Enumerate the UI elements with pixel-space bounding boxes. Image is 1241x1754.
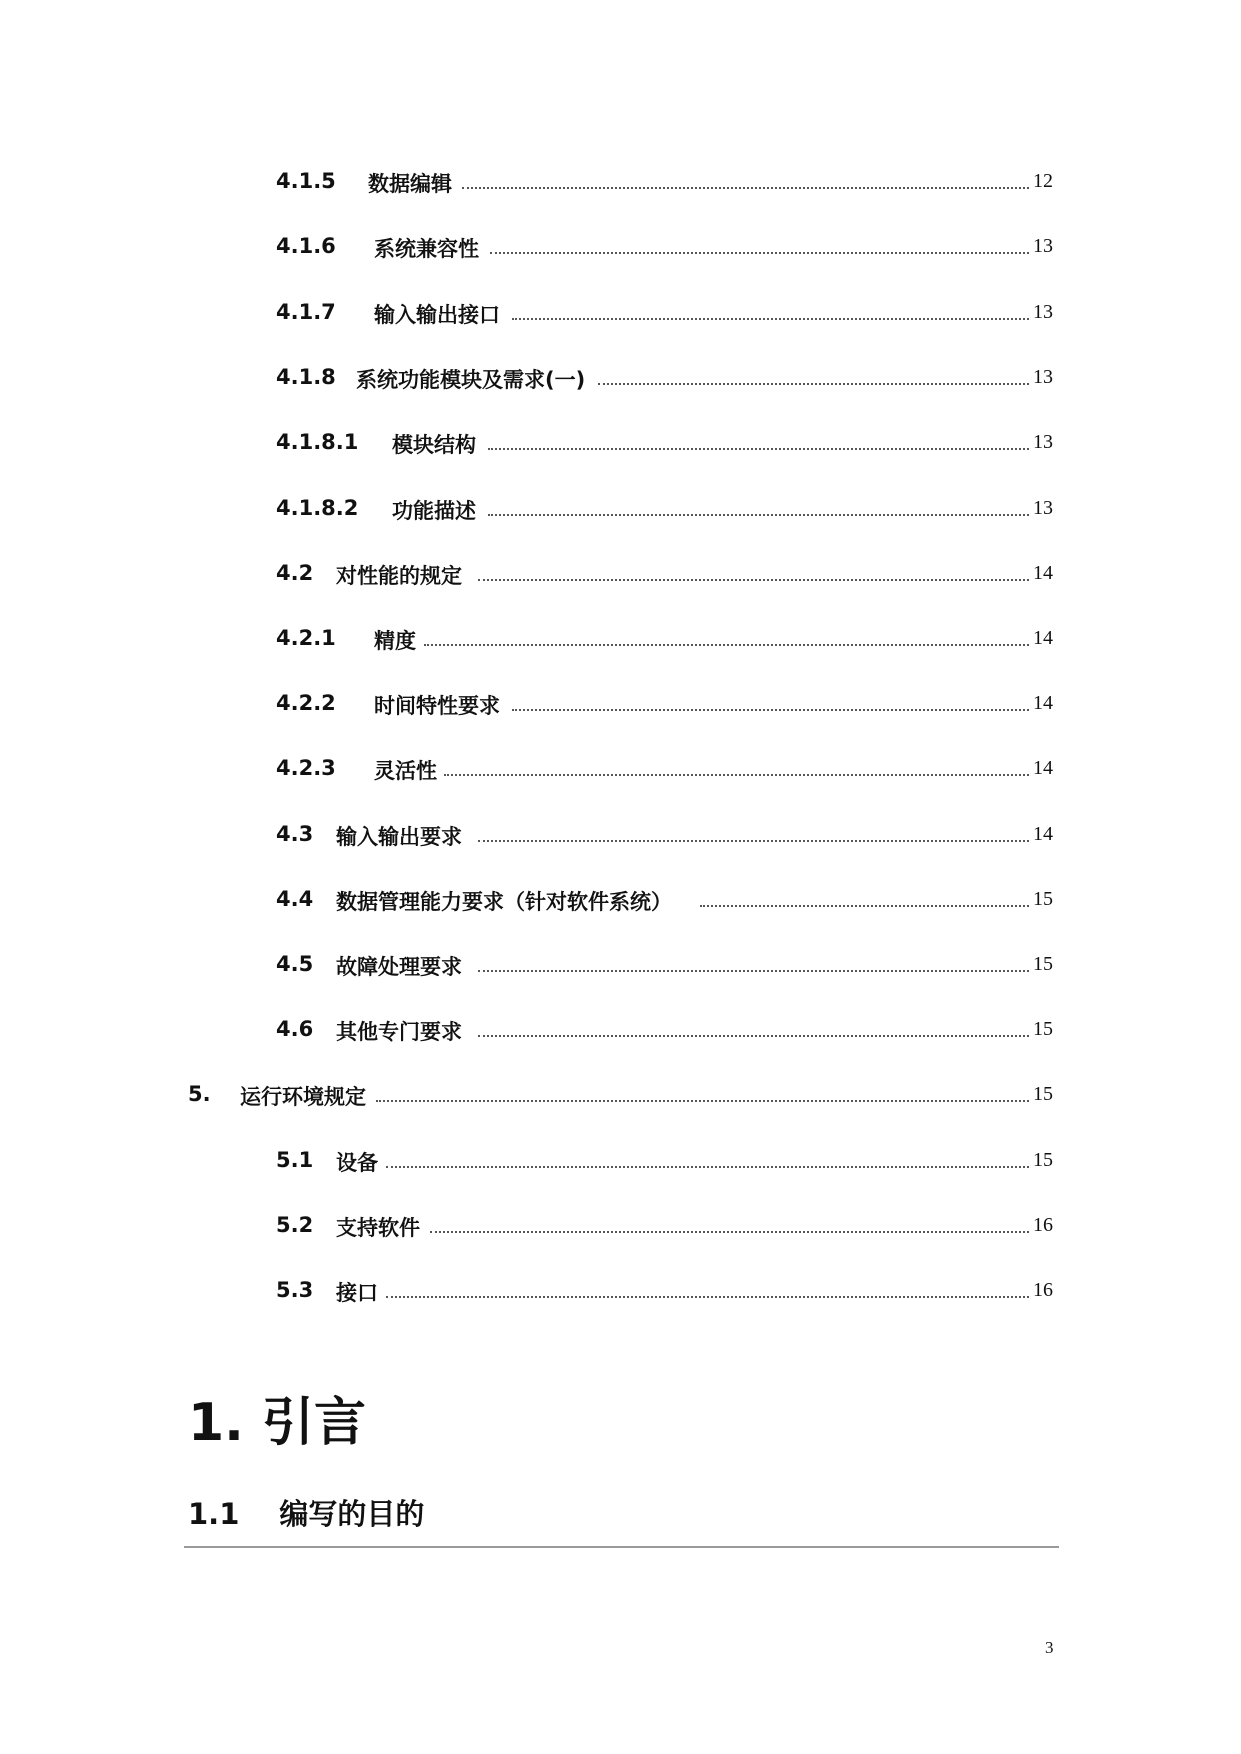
toc-entry-number: 4.1.6 bbox=[276, 234, 336, 258]
toc-entry-title: 故障处理要求 bbox=[336, 955, 462, 979]
toc-entry-title: 输入输出要求 bbox=[336, 825, 462, 849]
toc-entry-4-5[interactable] bbox=[0, 946, 1241, 982]
toc-entry-number: 5.1 bbox=[276, 1148, 314, 1172]
toc-leader-dots bbox=[478, 840, 1029, 842]
toc-leader-dots bbox=[490, 252, 1029, 254]
toc-entry-5-1[interactable] bbox=[0, 1142, 1241, 1178]
toc-entry-page: 16 bbox=[1033, 1214, 1053, 1236]
toc-leader-dots bbox=[478, 579, 1029, 581]
toc-entry-page: 15 bbox=[1033, 1018, 1053, 1040]
toc-entry-4-6[interactable] bbox=[0, 1011, 1241, 1047]
toc-leader-dots bbox=[424, 644, 1029, 646]
toc-entry-4-4[interactable] bbox=[0, 881, 1241, 917]
toc-entry-number: 4.6 bbox=[276, 1017, 314, 1041]
toc-entry-number: 4.4 bbox=[276, 887, 314, 911]
section-heading-number: 1.1 bbox=[188, 1497, 240, 1531]
toc-entry-page: 16 bbox=[1033, 1279, 1053, 1301]
toc-entry-4-1-6[interactable] bbox=[0, 228, 1241, 264]
toc-entry-4-1-8[interactable] bbox=[0, 359, 1241, 395]
toc-entry-page: 14 bbox=[1033, 627, 1053, 649]
toc-entry-title: 运行环境规定 bbox=[240, 1085, 366, 1109]
toc-entry-number: 4.1.8.1 bbox=[276, 430, 359, 454]
chapter-heading: 1. 引言 bbox=[188, 1393, 367, 1453]
toc-leader-dots bbox=[598, 383, 1029, 385]
toc-entry-5-3[interactable] bbox=[0, 1272, 1241, 1308]
toc-leader-dots bbox=[512, 709, 1029, 711]
toc-entry-4-2-3[interactable] bbox=[0, 750, 1241, 786]
toc-leader-dots bbox=[488, 448, 1029, 450]
toc-entry-page: 14 bbox=[1033, 692, 1053, 714]
toc-entry-number: 4.1.5 bbox=[276, 169, 336, 193]
toc-entry-page: 14 bbox=[1033, 757, 1053, 779]
toc-entry-number: 4.2 bbox=[276, 561, 314, 585]
toc-entry-title: 系统兼容性 bbox=[374, 237, 479, 261]
toc-entry-4-1-5[interactable] bbox=[0, 163, 1241, 199]
toc-entry-4-2-1[interactable] bbox=[0, 620, 1241, 656]
toc-entry-page: 15 bbox=[1033, 953, 1053, 975]
toc-entry-4-2-2[interactable] bbox=[0, 685, 1241, 721]
toc-entry-page: 14 bbox=[1033, 823, 1053, 845]
toc-entry-title: 功能描述 bbox=[392, 499, 476, 523]
toc-entry-4-3[interactable] bbox=[0, 816, 1241, 852]
toc-entry-5-2[interactable] bbox=[0, 1207, 1241, 1243]
toc-entry-title: 设备 bbox=[336, 1151, 378, 1175]
toc-entry-title: 对性能的规定 bbox=[336, 564, 462, 588]
toc-entry-4-1-7[interactable] bbox=[0, 294, 1241, 330]
toc-entry-number: 5.3 bbox=[276, 1278, 314, 1302]
toc-entry-4-1-8-2[interactable] bbox=[0, 490, 1241, 526]
toc-entry-page: 15 bbox=[1033, 1149, 1053, 1171]
toc-entry-number: 4.5 bbox=[276, 952, 314, 976]
toc-entry-page: 13 bbox=[1033, 431, 1053, 453]
toc-entry-number: 4.1.7 bbox=[276, 300, 336, 324]
toc-entry-title: 灵活性 bbox=[374, 759, 437, 783]
toc-leader-dots bbox=[386, 1166, 1029, 1168]
toc-entry-number: 4.3 bbox=[276, 822, 314, 846]
toc-entry-title: 模块结构 bbox=[392, 433, 476, 457]
toc-entry-title: 精度 bbox=[374, 629, 416, 653]
toc-entry-title: 时间特性要求 bbox=[374, 694, 500, 718]
toc-entry-number: 4.2.3 bbox=[276, 756, 336, 780]
toc-entry-number: 4.1.8 bbox=[276, 365, 336, 389]
toc-leader-dots bbox=[462, 187, 1029, 189]
toc-entry-page: 13 bbox=[1033, 497, 1053, 519]
section-heading-title: 编写的目的 bbox=[279, 1497, 425, 1531]
toc-entry-page: 13 bbox=[1033, 301, 1053, 323]
toc-entry-title: 支持软件 bbox=[336, 1216, 420, 1240]
toc-entry-4-1-8-1[interactable] bbox=[0, 424, 1241, 460]
toc-entry-page: 15 bbox=[1033, 1083, 1053, 1105]
toc-entry-number: 4.2.2 bbox=[276, 691, 336, 715]
toc-leader-dots bbox=[444, 774, 1029, 776]
toc-entry-4-2[interactable] bbox=[0, 555, 1241, 591]
toc-entry-page: 13 bbox=[1033, 235, 1053, 257]
toc-entry-number: 4.1.8.2 bbox=[276, 496, 359, 520]
toc-entry-title: 其他专门要求 bbox=[336, 1020, 462, 1044]
toc-entry-title: 数据编辑 bbox=[368, 172, 452, 196]
toc-entry-title: 系统功能模块及需求(一) bbox=[356, 368, 586, 392]
toc-leader-dots bbox=[512, 318, 1029, 320]
toc-leader-dots bbox=[478, 970, 1029, 972]
toc-entry-title: 数据管理能力要求（针对软件系统） bbox=[336, 890, 672, 914]
toc-leader-dots bbox=[386, 1296, 1029, 1298]
toc-leader-dots bbox=[430, 1231, 1029, 1233]
toc-entry-title: 输入输出接口 bbox=[374, 303, 500, 327]
section-heading bbox=[188, 1492, 424, 1533]
toc-entry-title: 接口 bbox=[336, 1281, 378, 1305]
page-number: 3 bbox=[1045, 1638, 1054, 1657]
toc-leader-dots bbox=[488, 514, 1029, 516]
toc-entry-page: 13 bbox=[1033, 366, 1053, 388]
toc-entry-page: 12 bbox=[1033, 170, 1053, 192]
toc-entry-page: 14 bbox=[1033, 562, 1053, 584]
toc-leader-dots bbox=[376, 1100, 1029, 1102]
toc-leader-dots bbox=[478, 1035, 1029, 1037]
toc-entry-number: 5.2 bbox=[276, 1213, 314, 1237]
toc-entry-number: 4.2.1 bbox=[276, 626, 336, 650]
toc-entry-page: 15 bbox=[1033, 888, 1053, 910]
toc-leader-dots bbox=[700, 905, 1029, 907]
toc-entry-5[interactable] bbox=[0, 1076, 1241, 1112]
toc-entry-number: 5. bbox=[188, 1082, 211, 1106]
heading-divider bbox=[184, 1546, 1059, 1548]
